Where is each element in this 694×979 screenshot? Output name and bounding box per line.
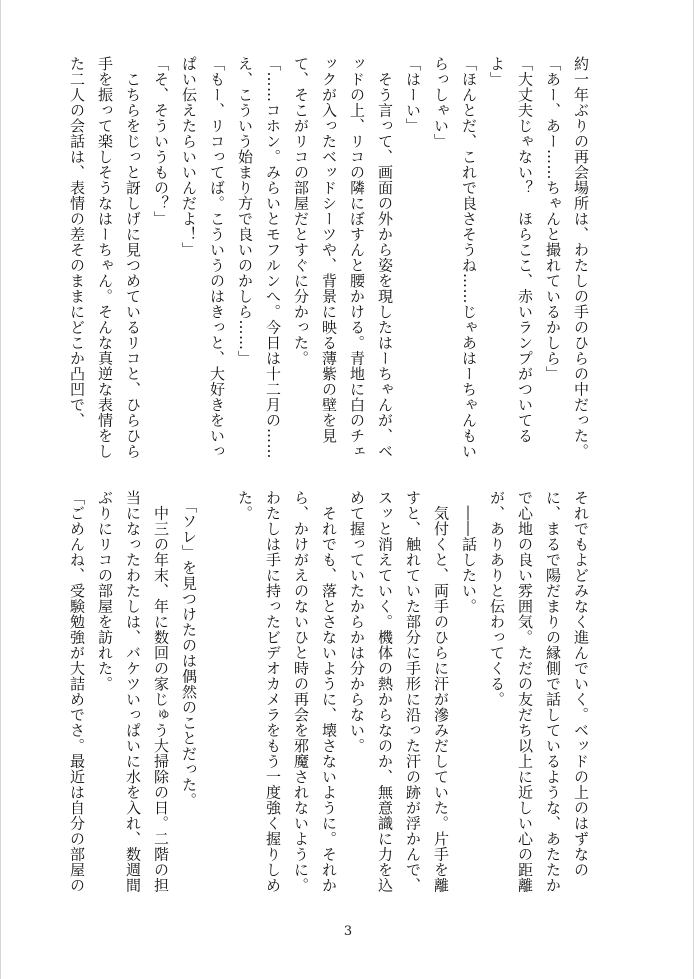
paragraph: 「大丈夫じゃない？ ほらここ、赤いランプがついてるよ」 (488, 56, 534, 444)
paragraph: それでも、落とさないように、壊さないように。それから、かけがえのないひと時の再会を邪魔されないように。わたしは手に持ったビデオカメラをもう一度強く握りしめた。 (236, 490, 338, 893)
paragraph: そう言って、画面の外から姿を現したはーちゃんが、ベッドの上、リコの隣にぼすんと腰かける。青地に白のチェックが入ったベッドシーツや、背景に映る薄紫の壁を見て、そこがリコの部屋だとすぐに分かった。 (292, 56, 394, 459)
bottom-vertical-text (63, 490, 595, 898)
paragraph: 「そ、そういうもの？」 (152, 56, 170, 227)
paragraph: 「はーい」 (404, 56, 422, 134)
top-vertical-text (63, 56, 595, 466)
paragraph: それでもよどみなく進んでいく。ベッドの上のはずなのに、まるで陽だまりの縁側で話しているような、あたたかで心地の良い雰囲気。ただの友だち以上に近しい心の距離が、ありありと伝わってくる。 (488, 490, 590, 893)
paragraph: ――話したい。 (460, 490, 478, 614)
top-text-block (63, 56, 623, 466)
paragraph: 「あー、あー……ちゃんと撮れているかしら」 (544, 56, 562, 382)
paragraph: こちらをじっと訝しげに見つめているリコと、ひらひら手を振って楽しそうなはーちゃん。そんな真逆な表情をした二人の会話は、表情の差そのままにどこか凸凹で、 (68, 56, 142, 459)
paragraph: 中三の年末、年に数回の家じゅう大掃除の日。二階の担当になったわたしは、バケツいっぱいに水を入れ、数週間ぶりにリコの部屋を訪れた。 (96, 490, 170, 893)
paragraph: 「もー、リコってば。こういうのはきっと、大好きをいっぱい伝えたらいいんだよ！」 (180, 56, 226, 459)
paragraph: 「……コホン。みらいとモフルンへ。今日は十二月の……え、こういう始まり方で良いのかしら……」 (236, 56, 282, 459)
bottom-text-block (63, 490, 623, 898)
paragraph: 「ソレ」を見つけたのは偶然のことだった。 (180, 490, 198, 808)
paragraph: 約一年ぶりの再会場所は、わたしの手のひらの中だった。 (572, 56, 590, 459)
paragraph: 「ごめんね、受験勉強が大詰めでさ。最近は自分の部屋の (68, 490, 86, 893)
page-number: 3 (343, 924, 353, 939)
paragraph: 「ほんとだ、これで良さそうね……じゃあはーちゃんもいらっしゃい」 (432, 56, 478, 459)
paragraph: 気付くと、両手のひらに汗が滲みだしていた。片手を離すと、触れていた部分に手形に沿った汗の跡が浮かんで、スッと消えていく。機体の熱からなのか、無意識に力を込めて握っていたからかは分からない。 (348, 490, 450, 893)
scene-break (203, 490, 231, 898)
